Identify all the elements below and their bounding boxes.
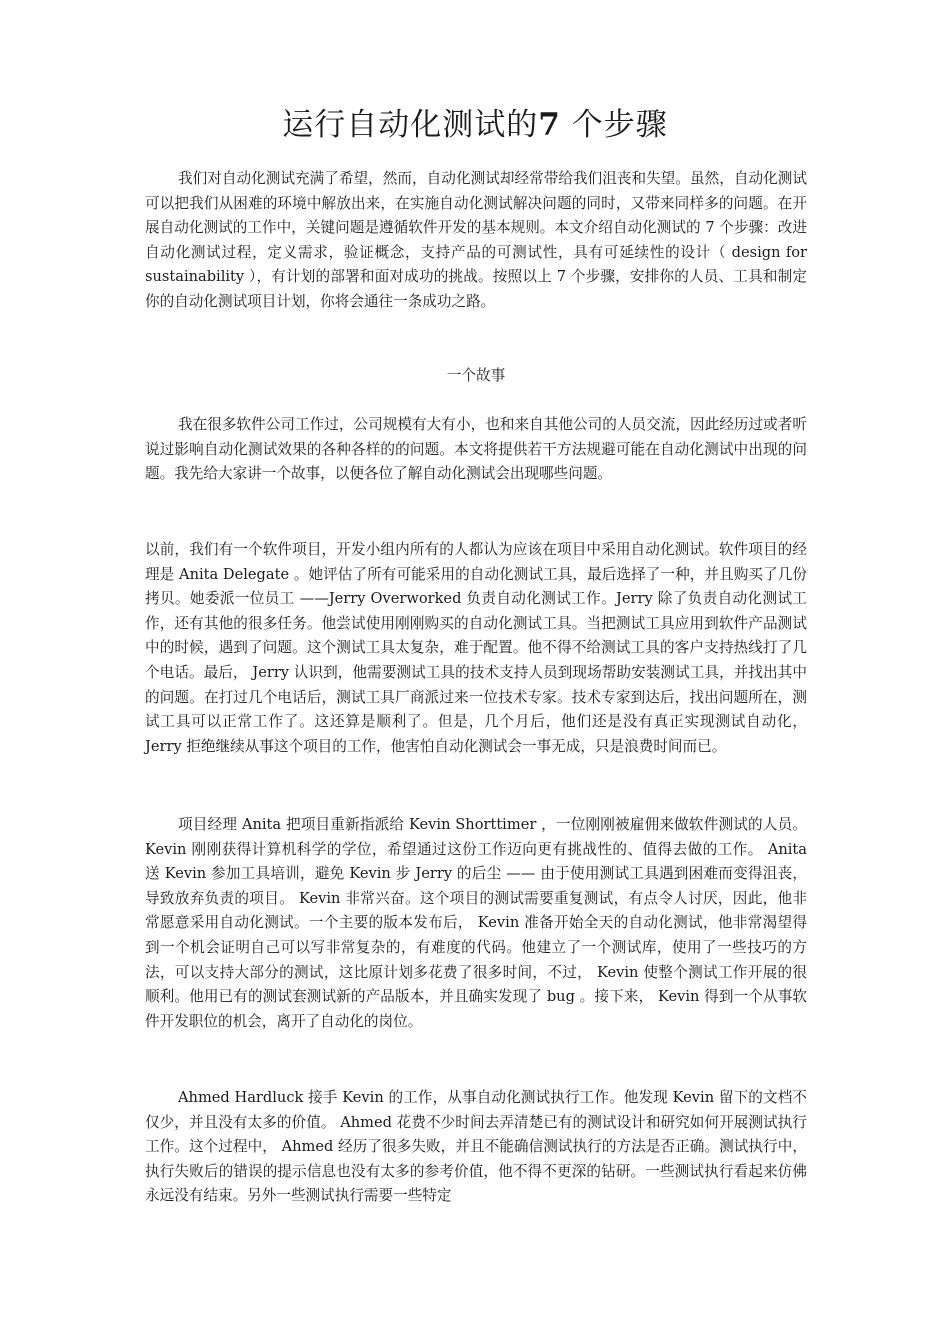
- section-heading: 一个故事: [446, 367, 506, 384]
- document-title: [0, 103, 950, 147]
- title-suffix: 个步骤: [571, 107, 668, 143]
- story-paragraph-1: 我在很多软件公司工作过，公司规模有大有小，也和来自其他公司的人员交流，因此经历过或者听说过影响自动化测试效果的各种各样的的问题。本文将提供若干方法规避可能在自动化测试中出现的问题。我先给大家讲一个故事，以便各位了解自动化测试会出现哪些问题。: [145, 416, 807, 483]
- title-number: 7: [538, 107, 561, 143]
- story-paragraph-2: 以前，我们有一个软件项目，开发小组内所有的人都认为应该在项目中采用自动化测试。软件项目的经理是 Anita Delegate 。她评估了所有可能采用的自动化测试工具，最后选择了一种，并且购买了几份拷贝。她委派一位员工 ——Jerry Overworked 负责自动化测试工作。Jerry 除了负责自动化测试工作，还有其他的很多任务。他尝试使用刚刚购买的自动化测试工具。当把测试工具应用到软件产品测试中的时候，遇到了问题。这个测试工具太复杂，难于配置。他不得不给测试工具的客户支持热线打了几个电话。最后， Jerry 认识到，他需要测试工具的技术支持人员到现场帮助安装测试工具，并找出其中的问题。在打过几个电话后，测试工具厂商派过来一位技术专家。技术专家到达后，找出问题所在，测试工具可以正常工作了。这还算是顺利了。但是，几个月后，他们还是没有真正实现测试自动化， Jerry 拒绝继续从事这个项目的工作，他害怕自动化测试会一事无成，只是浪费时间而已。: [145, 541, 807, 755]
- intro-paragraph: 我们对自动化测试充满了希望，然而，自动化测试却经常带给我们沮丧和失望。虽然，自动化测试可以把我们从困难的环境中解放出来，在实施自动化测试解决问题的同时，又带来同样多的问题。在开展自动化测试的工作中，关键问题是遵循软件开发的基本规则。本文介绍自动化测试的 7 个步骤：改进自动化测试过程，定义需求，验证概念，支持产品的可测试性，具有可延续性的设计（ design for sustainability ），有计划的部署和面对成功的挑战。按照以上 7 个步骤，安排你的人员、工具和制定你的自动化测试项目计划，你将会通往一条成功之路。: [145, 170, 807, 310]
- title-prefix: 运行自动化测试的: [282, 107, 539, 143]
- story-paragraph-4: Ahmed Hardluck 接手 Kevin 的工作，从事自动化测试执行工作。他发现 Kevin 留下的文档不仅少，并且没有太多的价值。 Ahmed 花费不少时间去弄清楚已有的测试设计和研究如何开展测试执行工作。这个过程中， Ahmed 经历了很多失败，并且不能确信测试执行的方法是否正确。测试执行中，执行失败后的错误的提示信息也没有太多的参考价值，他不得不更深的钻研。一些测试执行看起来仿佛永远没有结束。另外一些测试执行需要一些特定: [145, 1089, 807, 1205]
- story-paragraph-3: 项目经理 Anita 把项目重新指派给 Kevin Shorttimer ，一位刚刚被雇佣来做软件测试的人员。 Kevin 刚刚获得计算机科学的学位，希望通过这份工作迈向更有挑战性的、值得去做的工作。 Anita 送 Kevin 参加工具培训，避免 Kevin 步 Jerry 的后尘 —— 由于使用测试工具遇到困难而变得沮丧，导致放弃负责的项目。 Kevin 非常兴奋。这个项目的测试需要重复测试，有点令人讨厌，因此，他非常愿意采用自动化测试。一个主要的版本发布后， Kevin 准备开始全天的自动化测试，他非常渴望得到一个机会证明自己可以写非常复杂的，有难度的代码。他建立了一个测试库，使用了一些技巧的方法，可以支持大部分的测试，这比原计划多花费了很多时间，不过， Kevin 使整个测试工作开展的很顺利。他用已有的测试套测试新的产品版本，并且确实发现了 bug 。接下来， Kevin 得到一个从事软件开发职位的机会，离开了自动化的岗位。: [145, 816, 807, 1030]
